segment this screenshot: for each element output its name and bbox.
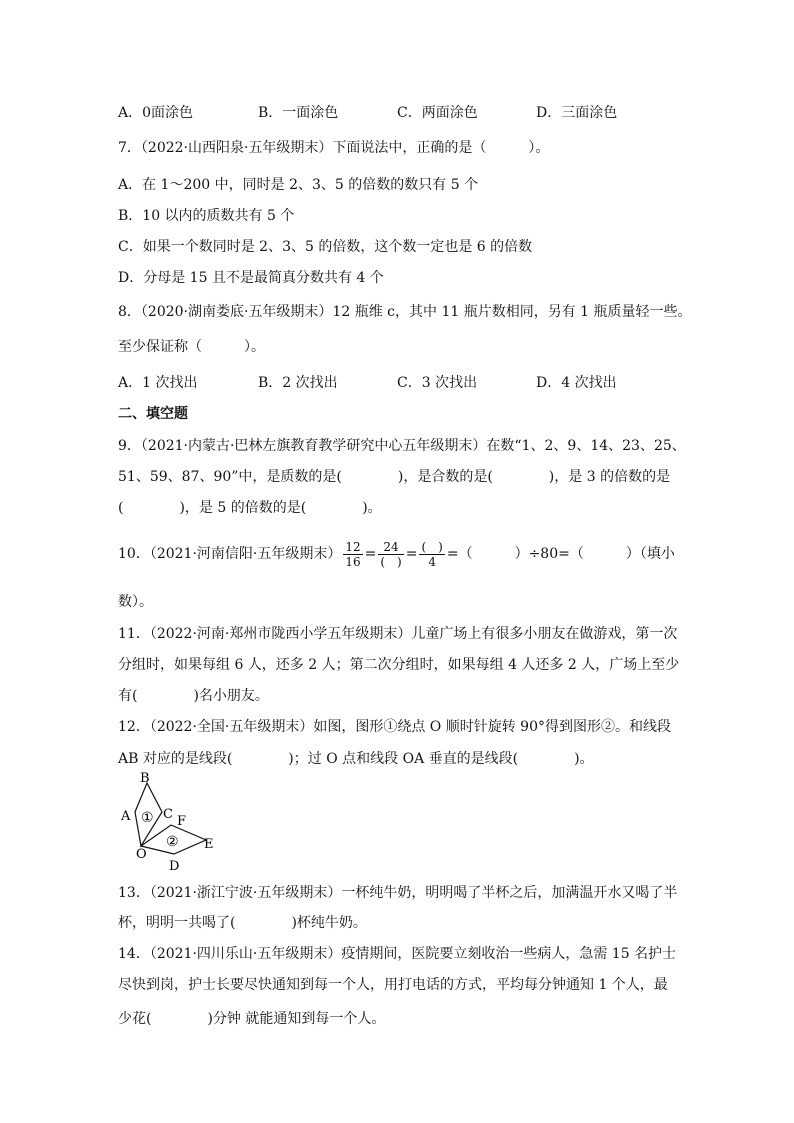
q10-equals-1: =: [364, 546, 377, 562]
q12-line2: AB 对应的是线段( )；过 O 点和线段 OA 垂直的是线段( )。: [118, 751, 594, 767]
q10-equals-2: =: [405, 546, 418, 562]
q14-line1: 14．（2021·四川乐山·五年级期末）疫情期间，医院要立刻收治一些病人，急需 15 名护士: [118, 946, 677, 962]
q9-line1: 9．（2021·内蒙古·巴林左旗教育教学研究中心五年级期末）在数“1、2、9、14、23、25、: [118, 438, 686, 454]
rotation-figure: [116, 770, 226, 878]
q10-f3-denominator: 4: [428, 554, 436, 569]
q13-line1: 13．（2021·浙江宁波·五年级期末）一杯纯牛奶，明明喝了半杯之后，加满温开水又喝了半: [118, 885, 678, 901]
q10-prefix: 10．（2021·河南信阳·五年级期末）: [118, 546, 342, 562]
q11-line3: 有( )名小朋友。: [118, 688, 269, 704]
q14-line3: 少花( )分钟 就能通知到每一个人。: [118, 1011, 386, 1027]
q12-line1: 12．（2022·全国·五年级期末）如图，图形①绕点 O 顺时针旋转 90°得到图形②。和线段: [118, 719, 671, 735]
q6-option-b: B．一面涂色: [258, 105, 339, 121]
q7-option-d: D．分母是 15 且不是最简真分数共有 4 个: [118, 270, 384, 286]
q6-option-a: A．0面涂色: [118, 105, 194, 121]
q10-f2-denominator: ( ): [380, 554, 402, 569]
q10-f3-numerator: ( ): [421, 539, 443, 554]
label-a: A: [121, 809, 131, 824]
shape-2-label: ②: [166, 834, 179, 850]
q6-option-c: C．两面涂色: [397, 105, 478, 121]
q10-f2-numerator: 24: [378, 540, 403, 555]
label-c: C: [163, 807, 173, 822]
label-e: E: [204, 837, 214, 852]
q7-stem: 7．（2022·山西阳泉·五年级期末）下面说法中，正确的是（ ）。: [118, 140, 550, 156]
q7-option-b: B．10 以内的质数共有 5 个: [118, 208, 295, 224]
q8-option-a: A．1 次找出: [118, 375, 198, 391]
q9-line2: 51、59、87、90”中，是质数的是( )，是合数的是( )，是 3 的倍数的是: [118, 469, 671, 485]
label-b: B: [140, 771, 150, 786]
q9-line3: ( )，是 5 的倍数的是( )。: [118, 500, 382, 516]
q10-line1: [118, 536, 675, 572]
q10-line2: 数）。: [118, 594, 153, 610]
q8-option-c: C．3 次找出: [397, 375, 478, 391]
q11-line2: 分组时，如果每组 6 人，还多 2 人；第二次分组时，如果每组 4 人还多 2 人，广场上至少: [118, 657, 680, 673]
q11-line1: 11．（2022·河南·郑州市陇西小学五年级期末）儿童广场上有很多小朋友在做游戏，第一次: [118, 626, 678, 642]
q8-option-b: B．2 次找出: [258, 375, 338, 391]
q13-line2: 杯，明明一共喝了( )杯纯牛奶。: [118, 915, 367, 931]
q8-stem-line2: 至少保证称（ ）。: [118, 339, 265, 355]
q10-fraction-3: [419, 540, 444, 569]
q10-fraction-1: [343, 540, 362, 569]
q10-f1-denominator: 16: [345, 554, 361, 569]
q7-option-c: C．如果一个数同时是 2、3、5 的倍数，这个数一定也是 6 的倍数: [118, 239, 533, 255]
q6-option-d: D．三面涂色: [536, 105, 618, 121]
q8-option-d: D．4 次找出: [536, 375, 617, 391]
label-f: F: [177, 814, 187, 829]
q8-stem-line1: 8．（2020·湖南娄底·五年级期末）12 瓶维 c，其中 11 瓶片数相同，另有 1 瓶质量轻一些。: [118, 304, 692, 320]
q14-line2: 尽快到岗，护士长要尽快通知到每一个人，用打电话的方式，平均每分钟通知 1 个人，最: [118, 977, 668, 993]
label-d: D: [169, 859, 180, 874]
q10-f1-numerator: 12: [345, 539, 361, 554]
q10-tail: =（ ）÷80=（ ）（填小: [446, 546, 675, 562]
section-title: 二、填空题: [118, 406, 188, 422]
q7-option-a: A．在 1～200 中，同时是 2、3、5 的倍数的数只有 5 个: [118, 177, 479, 193]
q10-fraction-2: [378, 540, 403, 569]
label-o: O: [136, 847, 147, 862]
shape-1-label: ①: [141, 810, 154, 826]
